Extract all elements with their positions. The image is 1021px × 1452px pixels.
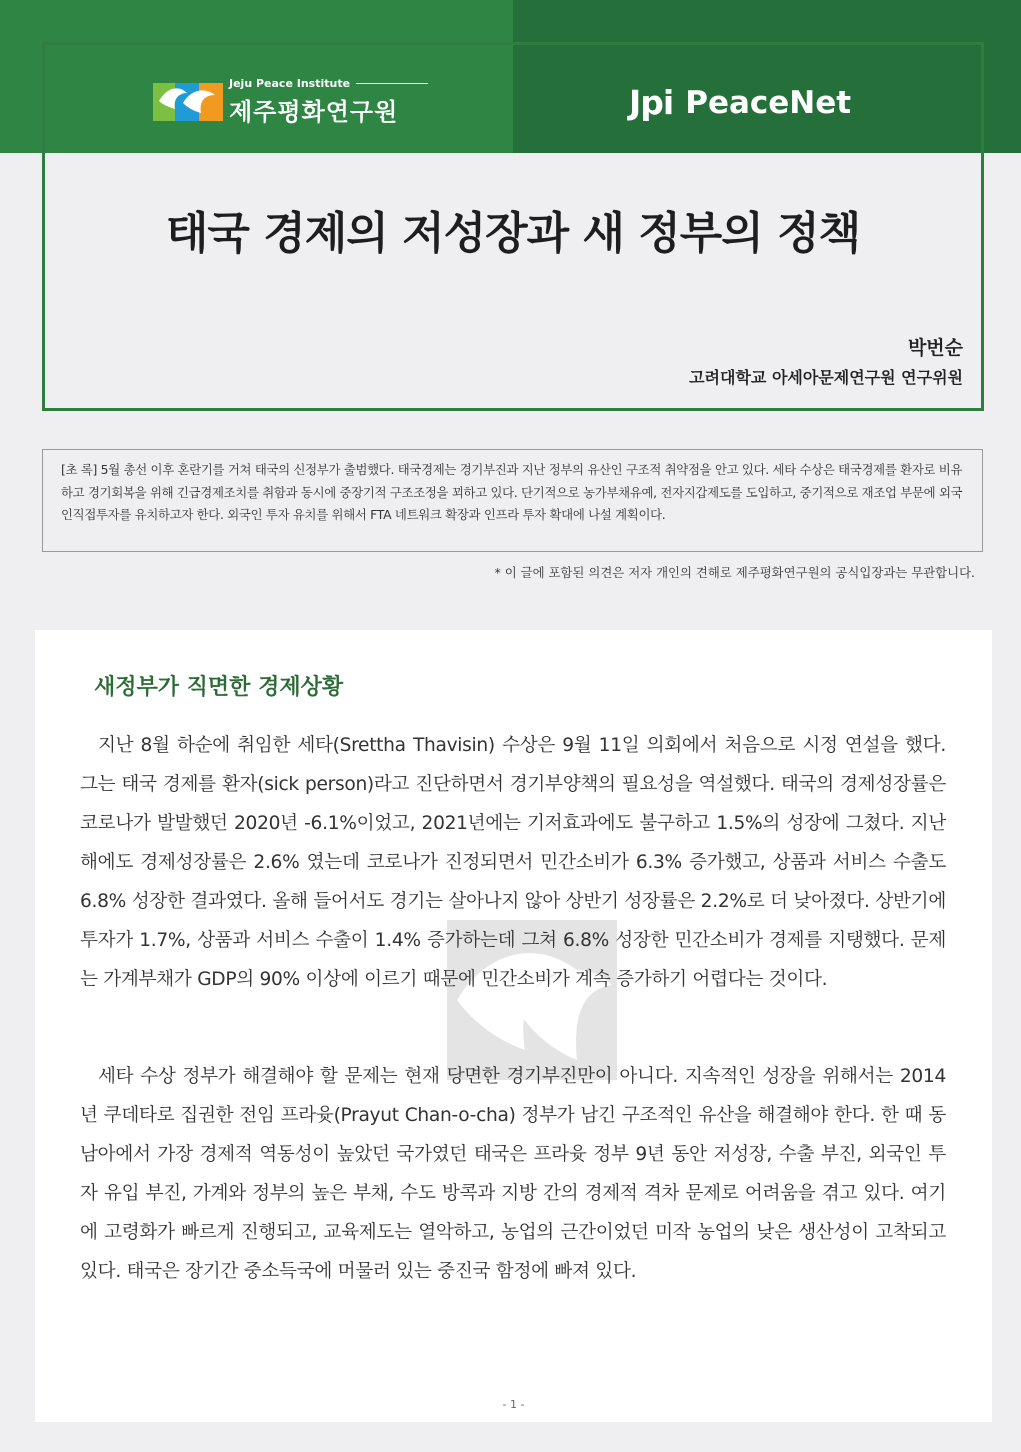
- institute-logo: [153, 77, 428, 127]
- page-number: - 1 -: [502, 1398, 525, 1411]
- peacenet-logo: [629, 83, 851, 122]
- institute-name-en: Jeju Peace Institute: [229, 77, 351, 90]
- abstract-box: [초 록] 5월 총선 이후 혼란기를 거쳐 태국의 신정부가 출범했다. 태국경제는 경기부진과 지난 정부의 유산인 구조적 취약점을 안고 있다. 세타 수상은 태국경제를 환자로 비유하고 경기회복을 위해 긴급경제조치를 취함과 동시에 중장기적 구조조정을 꾀하고 있다. 단기적으로 농가부채유예, 전자지갑제도를 도입하고, 중기적으로 재조업 부문에 외국인직접투자를 유치하고자 한다. 외국인 투자 유치를 위해서 FTA 네트워크 확장과 인프라 투자 확대에 나설 계획이다.: [42, 449, 983, 552]
- paragraph-1: 지난 8월 하순에 취임한 세타(Srettha Thavisin) 수상은 9월 11일 의회에서 처음으로 시정 연설을 했다. 그는 태국 경제를 환자(sick person)라고 진단하면서 경기부양책의 필요성을 역설했다. 태국의 경제성장률은 코로나가 발발했던 2020년 -6.1%이었고, 2021년에는 기저효과에도 불구하고 1.5%의 성장에 그쳤다. 지난해에도 경제성장률은 2.6% 였는데 코로나가 진정되면서 민간소비가 6.3% 증가했고, 상품과 서비스 수출도 6.8% 성장한 결과였다. 올해 들어서도 경기는 살아나지 않아 상반기 성장률은 2.2%로 더 낮아졌다. 상반기에 투자가 1.7%, 상품과 서비스 수출이 1.4% 증가하는데 그쳐 6.8% 성장한 민간소비가 경제를 지탱했다. 문제는 가계부채가 GDP의 90% 이상에 이르기 때문에 민간소비가 계속 증가하기 어렵다는 것이다.: [80, 735, 946, 990]
- document-title: 태국 경제의 저성장과 새 정부의 정책: [165, 208, 861, 259]
- section-title: 새정부가 직면한 경제상황: [94, 675, 344, 700]
- content-panel: [35, 630, 992, 1422]
- institute-name-ko: 제주평화연구원: [229, 98, 399, 126]
- brand-jpi: Jpi: [629, 83, 674, 122]
- paragraph-2: 세타 수상 정부가 해결해야 할 문제는 현재 당면한 경기부진만이 아니다. 지속적인 성장을 위해서는 2014년 쿠데타로 집권한 전임 프라윳(Prayut Chan-o-cha) 정부가 남긴 구조적인 유산을 해결해야 한다. 한 때 동남아에서 가장 경제적 역동성이 높았던 국가였던 태국은 프라윳 정부 9년 동안 저성장, 수출 부진, 외국인 투자 유입 부진, 가계와 정부의 높은 부채, 수도 방콕과 지방 간의 경제적 격차 문제로 어려움을 겪고 있다. 여기에 고령화가 빠르게 진행되고, 교육제도는 열악하고, 농업의 근간이었던 미작 농업의 낮은 생산성이 고착되고 있다. 태국은 장기간 중소득국에 머물러 있는 중진국 함정에 빠져 있다.: [80, 1066, 946, 1282]
- brand-peacenet: PeaceNet: [685, 84, 852, 121]
- author-name: 박번순: [907, 337, 963, 359]
- dove-logo-icon: [153, 79, 223, 125]
- author-affiliation: 고려대학교 아세아문제연구원 연구위원: [689, 368, 963, 387]
- title-frame: [42, 42, 984, 411]
- disclaimer: * 이 글에 포함된 의견은 저자 개인의 견해로 제주평화연구원의 공식입장과는 무관합니다.: [494, 565, 975, 580]
